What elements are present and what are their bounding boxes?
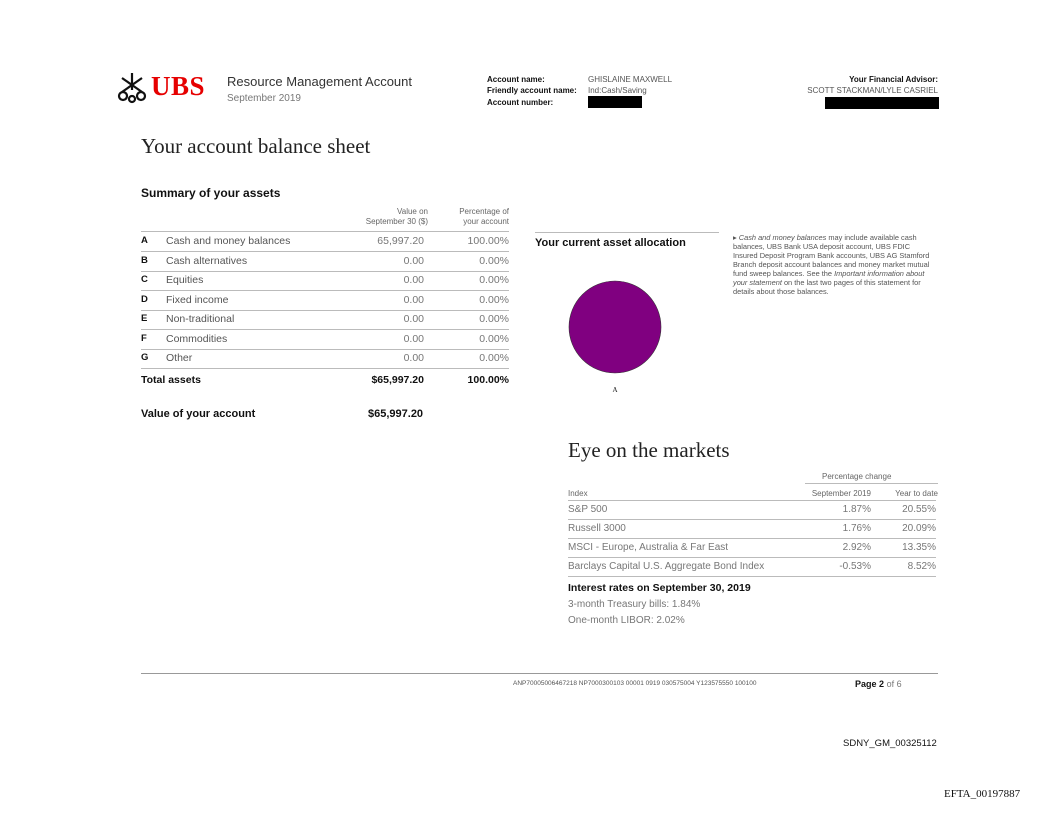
asset-pct: 0.00% [479,332,509,345]
markets-title: Eye on the markets [568,438,730,462]
interest-title: Interest rates on September 30, 2019 [568,582,751,594]
market-month: -0.53% [839,561,871,572]
market-index: Barclays Capital U.S. Aggregate Bond Index [568,561,765,572]
redaction-bar [825,97,939,109]
asset-value: 0.00 [403,332,424,345]
pie-slice-label: A [612,386,618,394]
efta-number: EFTA_00197887 [944,788,1021,800]
market-month: 2.92% [842,542,871,553]
market-ytd: 13.35% [902,542,936,553]
col-value-line1: Value on [397,207,428,216]
month-header: September 2019 [811,489,871,498]
index-header: Index [568,489,588,498]
statement-month: September 2019 [227,93,301,104]
asset-pct: 0.00% [479,254,509,267]
market-ytd: 20.55% [902,504,936,515]
market-ytd: 20.09% [902,523,936,534]
pct-change-rule [805,483,938,484]
page-number [855,679,902,689]
market-index: Russell 3000 [568,523,626,534]
asset-label: Commodities [166,332,228,345]
market-index: MSCI - Europe, Australia & Far East [568,542,729,553]
total-label: Total assets [141,374,201,386]
note-term: Cash and money balances [738,233,827,242]
asset-value: 0.00 [403,313,424,325]
footer-rule [141,673,938,674]
asset-pct: 100.00% [467,235,509,247]
asset-letter: F [141,332,147,344]
col-pct-line1: Percentage of [459,207,509,216]
page-title: Your account balance sheet [141,134,371,158]
total-value: $65,997.20 [371,374,424,386]
col-pct-line2: your account [463,217,509,226]
pct-change-header: Percentage change [822,472,892,481]
asset-label: Non-traditional [166,313,235,325]
libor-rate: One-month LIBOR: 2.02% [568,615,685,626]
asset-pct: 0.00% [479,313,509,325]
col-value-header [366,207,428,227]
page-total: of 6 [886,679,902,689]
asset-label: Cash alternatives [166,254,248,267]
note-link-text: Important information about your statement [733,269,925,287]
asset-letter: E [141,313,148,324]
asset-value: 0.00 [403,274,424,286]
market-ytd: 8.52% [907,561,936,572]
market-row [568,539,936,558]
asset-row [141,232,509,252]
asset-row [141,291,509,311]
allocation-title: Your current asset allocation [535,237,686,249]
note-body: may include available cash balances, UBS Bank USA deposit account, UBS FDIC Insured Deposit Program Bank accounts, UBS AG Stamford Branch deposit account balances and money market mutual fund sweep balances. See the [733,233,930,278]
friendly-name-label: Friendly account name: [487,86,577,95]
advisor-name: SCOTT STACKMAN/LYLE CASRIEL [807,86,938,95]
asset-label: Fixed income [166,293,229,306]
asset-letter: C [141,274,148,285]
account-name: GHISLAINE MAXWELL [588,75,673,84]
market-row [568,558,936,577]
market-row [568,501,936,520]
asset-value: 0.00 [403,352,424,364]
market-row [568,520,936,539]
asset-row [141,330,509,350]
page-word: Page [855,679,877,689]
tbills-rate: 3-month Treasury bills: 1.84% [568,599,701,610]
keys-icon [115,70,149,104]
summary-title: Summary of your assets [141,186,281,200]
page-current: 2 [879,679,885,689]
allocation-rule [535,232,719,233]
ytd-header: Year to date [895,489,938,498]
redaction-bar [588,96,642,108]
asset-row [141,349,509,369]
col-value-line2: September 30 ($) [365,217,428,226]
bates-number: SDNY_GM_00325112 [843,738,937,749]
total-pct: 100.00% [467,374,509,386]
asset-pct: 0.00% [479,293,509,306]
asset-pct: 0.00% [479,274,509,286]
footer-code: ANP70005006467218 NP7000300103 00001 0919 030575004 Y123575550 100100 [513,680,757,687]
asset-row [141,271,509,291]
asset-letter: B [141,254,148,266]
asset-label: Other [166,352,193,364]
asset-letter: G [141,352,149,363]
asset-label: Cash and money balances [166,235,291,247]
market-index: S&P 500 [568,504,608,515]
ubs-logo [115,70,205,104]
account-number-label: Account number: [487,98,554,107]
asset-value: 0.00 [403,254,424,267]
account-type: Resource Management Account [227,74,412,89]
asset-value: 65,997.20 [377,235,424,247]
logo-text: UBS [151,71,206,101]
advisor-label: Your Financial Advisor: [849,75,938,84]
asset-pct: 0.00% [479,352,509,364]
asset-label: Equities [166,274,204,286]
pie-slice-a [569,281,661,373]
account-name-label: Account name: [487,75,545,84]
account-value: $65,997.20 [368,408,424,420]
note-end: on the last two pages of this statement for details about those balances. [733,278,921,296]
asset-value: 0.00 [403,293,424,306]
account-value-label: Value of your account [141,408,256,420]
asset-row [141,310,509,330]
allocation-pie-chart [560,275,670,400]
asset-row [141,252,509,272]
asset-letter: D [141,293,148,305]
asset-letter: A [141,235,148,246]
market-month: 1.76% [842,523,871,534]
bullet-icon: ▸ [733,233,739,242]
col-pct-header [459,207,509,227]
market-month: 1.87% [842,504,871,515]
total-row [141,371,509,390]
friendly-name: Ind:Cash/Saving [588,86,647,95]
cash-note [733,233,933,296]
